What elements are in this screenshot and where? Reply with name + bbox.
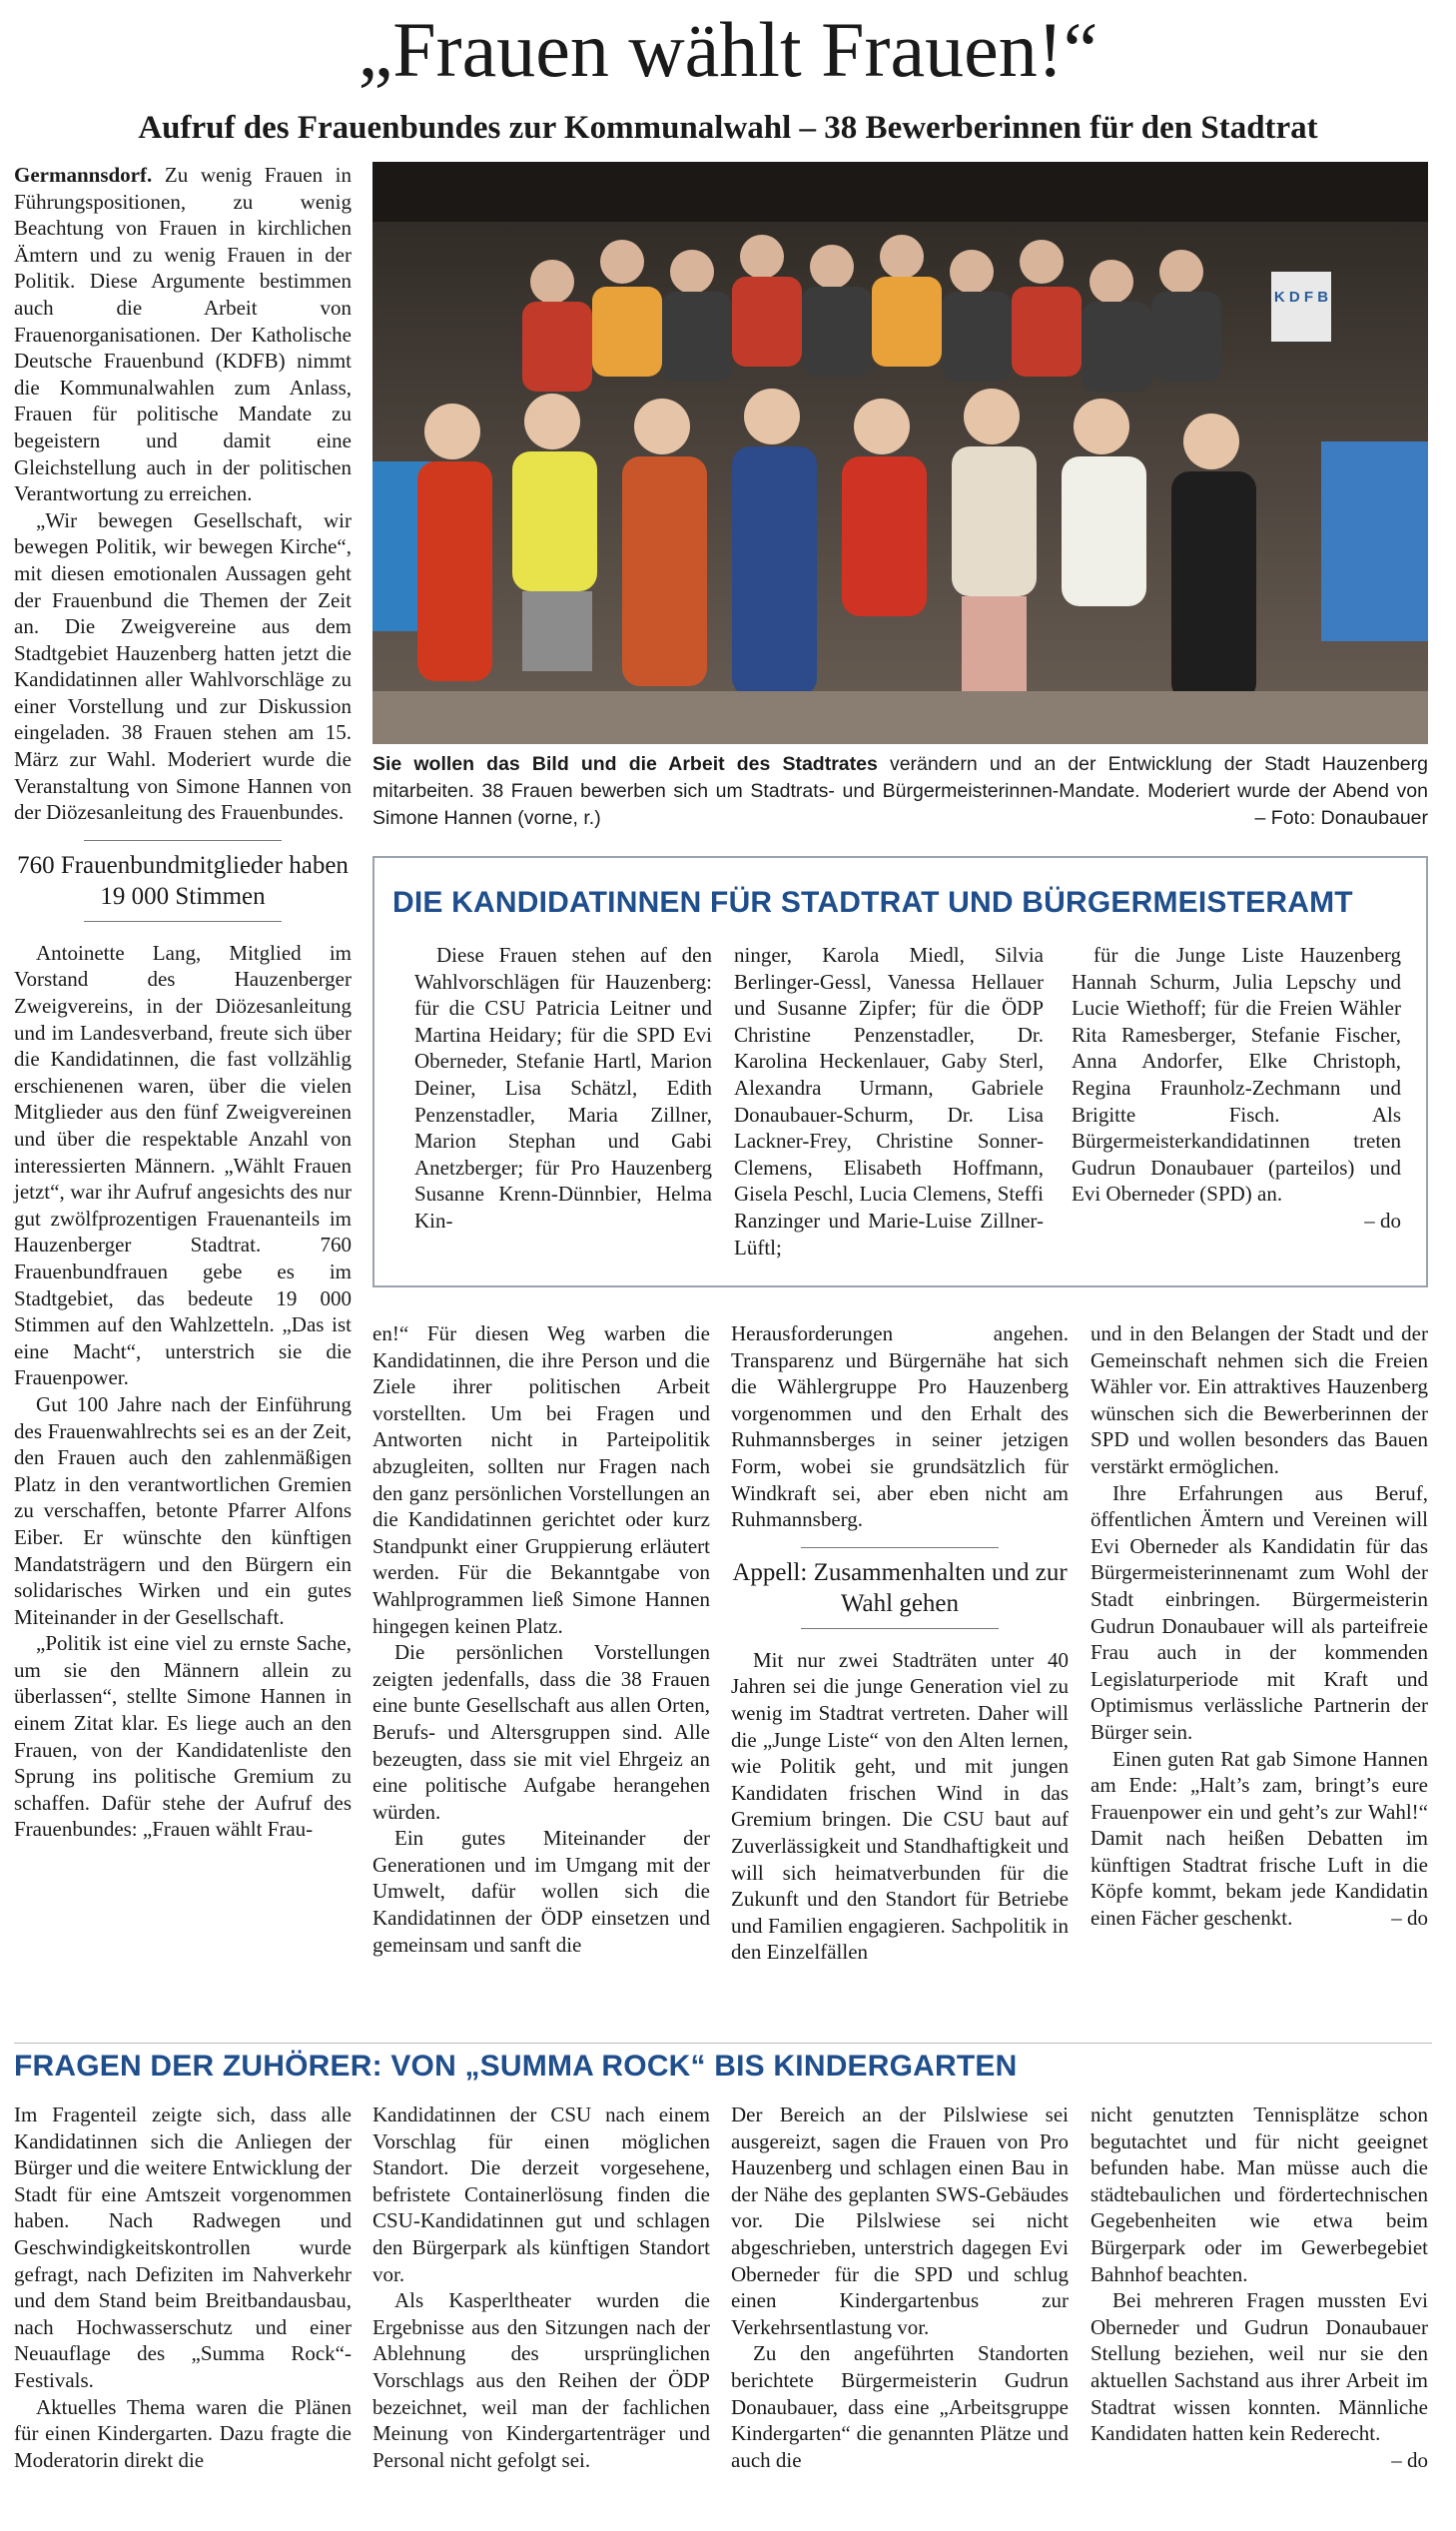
photo-caption [372, 751, 1428, 832]
paragraph: Gut 100 Jahre nach der Einführung des Frauenwahlrechts sei es an der Zeit, den Frauen auch den zahlenmäßigen Platz in den verantwortlichen Gremien zu verschaffen, betonte Pfarrer Alfons Eiber. Er wünschte den künftigen Mandatsträgern und den Bürgern ein solidarisches Wirken und ein gutes Miteinander in der Gesellschaft. [14, 1391, 352, 1629]
photo-credit: – Foto: Donaubauer [1254, 807, 1428, 829]
paragraph: Antoinette Lang, Mitglied im Vorstand des Hauzenberger Zweigvereins, in der Diözesanleitung und im Landesverband, freute sich über die Kandidatinnen, die fast vollzählig erschienenen waren, über die vielen Mitglieder aus den fünf Zweigvereinen und über die respektable Anzahl von interessierten Männern. „Wählt Frauen jetzt“, war ihr Aufruf angesichts des nur gut zwölfprozentigen Frauenanteils im Hauzenberger Stadtrat. 760 Frauenbundfrauen gebe es im Stadtgebiet, das bedeute 19 000 Stimmen auf den Wahlzetteln. „Das ist eine Macht“, unterstrich sie die Frauenpower. [14, 940, 352, 1390]
photo-illustration [372, 162, 1428, 744]
paragraph: „Wir bewegen Gesellschaft, wir bewegen Politik, wir bewegen Kirche“, mit diesen emotionalen Aussagen geht der Frauenbund die Themen der Zeit an. Die Zweigvereine aus dem Stadtgebiet Hauzenberg hatten jetzt die Kandidatinnen aller Wahlvorschläge zu einer Vorstellung und zur Diskussion eingeladen. 38 Frauen stehen am 15. März zur Wahl. Moderiert wurde die Veranstaltung von Simone Hannen von der Diözesanleitung des Frauenbundes. [14, 507, 352, 825]
subheading: Appell: Zusammenhalten und zur Wahl gehen [731, 1547, 1069, 1629]
author-signature: – do [1391, 2447, 1428, 2472]
paragraph: ninger, Karola Miedl, Silvia Berlinger-Gessl, Vanessa Hellauer und Susanne Zipfer; für die ÖDP Christine Penzenstadler, Dr. Karolina Heckenlauer, Gaby Sterl, Alexandra Urmann, Gabriele Donaubauer-Schurm, Dr. Lisa Lackner-Frey, Christine Sonner-Clemens, Elisabeth Hoffmann, Gisela Peschl, Lucia Clemens, Steffi Ranzinger und Marie-Luise Zillner-Lüftl; [734, 943, 1044, 1260]
paragraph [14, 162, 352, 507]
subheading: 760 Frauenbundmitglieder haben 19 000 Stimmen [14, 840, 352, 922]
dateline: Germannsdorf. [14, 163, 153, 187]
paragraph: nicht genutzten Tennisplätze schon begutachtet und für nicht geeignet befunden habe. Man müsse auch die städtebaulichen und fördertechnischen Gegebenheiten wie etwa beim Bürgerpark oder im Gewerbegebiet Bahnhof beachten. [1091, 2103, 1428, 2286]
author-signature: – do [1364, 1208, 1401, 1233]
paragraph: Die persönlichen Vorstellungen zeigten jedenfalls, dass die 38 Frauen eine bunte Gesellschaft aus allen Orten, Berufs- und Altersgruppen sind. Alle bezeugten, dass sie mit viel Ehrgeiz an eine politische Aufgabe herangehen würden. [372, 1640, 710, 1824]
paragraph: Kandidatinnen der CSU nach einem Vorschlag für einen möglichen Standort. Die derzeit vorgesehene, befristete Containerlösung finden die CSU-Kandidatinnen gut und schlagen den Bürgerpark als künftigen Standort vor. [372, 2103, 710, 2286]
paragraph: „Politik ist eine viel zu ernste Sache, um sie den Männern allein zu überlassen“, stellte Simone Hannen in einem Zitat klar. Es liege auch an den Frauen, von der Kandidatenliste den Sprung ins politische Gremium zu schaffen. Dafür stehe der Aufruf des Frauenbundes: „Frauen wählt Frau- [14, 1631, 352, 1842]
section-divider [14, 2043, 1432, 2044]
paragraph: Der Bereich an der Pilslwiese sei ausgereizt, sagen die Frauen von Pro Hauzenberg und schlagen einen Bau in der Nähe des geplanten SWS-Gebäudes vor. Die Pilslwiese sei nicht abgeschrieben, unterstrich dagegen Evi Oberneder für die SPD und schlug einen Kindergartenbus zur Verkehrsentlastung vor. [731, 2103, 1069, 2339]
box-title: DIE KANDIDATINNEN FÜR STADTRAT UND BÜRGERMEISTERAMT [392, 886, 1353, 919]
article-column-4 [1091, 1320, 1428, 1932]
paragraph-text: Einen guten Rat gab Simone Hannen am Ende: „Halt’s zam, bringt’s eure Frauenpower ein und geht’s zur Wahl!“ Damit nach heißen Debatten im künftigen Stadtrat frische Luft in die Köpfe kommt, bekam jede Kandidatin einen Fächer geschenkt. [1091, 1746, 1428, 1931]
caption-text: verändern und an der Entwicklung der Stadt Hauzenberg mitarbeiten. 38 Frauen bewerben sich um Stadtrats- und Bürgermeisterinnen-Mandate. Moderiert wurde der Abend von Simone Hannen (vorne, r.) [372, 753, 1428, 829]
paragraph: Mit nur zwei Stadträten unter 40 Jahren sei die junge Generation viel zu wenig im Stadtrat vertreten. Daher will die „Junge Liste“ von den Alten lernen, wie Politik geht, und mit jungen Kandidaten frischen Wind in das Gremium bringen. Die CSU baut auf Zuverlässigkeit und Standhaftigkeit und will sich heimatverbunden für die Zukunft und den Standort für Betriebe und Familien engagieren. Sachpolitik in den Einzelfällen [731, 1647, 1069, 1965]
group-photo [372, 162, 1428, 744]
section-title: FRAGEN DER ZUHÖRER: VON „SUMMA ROCK“ BIS KINDERGARTEN [14, 2050, 1018, 2083]
paragraph: Diese Frauen stehen auf den Wahlvorschlägen für Hauzenberg: für die CSU Patricia Leitner und Martina Heidary; für die SPD Evi Oberneder, Stefanie Hartl, Marion Deiner, Lisa Schätzl, Edith Penzenstadler, Maria Zillner, Marion Stephan und Gabi Anetzberger; für Pro Hauzenberg Susanne Krenn-Dünnbier, Helma Kin- [414, 943, 712, 1233]
paragraph: Im Fragenteil zeigte sich, dass alle Kandidatinnen sich die Anliegen der Bürger und die weitere Entwicklung der Stadt für eine Amtszeit vorgenommen haben. Nach Radwegen und Geschwindigkeitskontrollen wurde gefragt, nach Defiziten im Nahverkehr und dem Stand beim Breitbandausbau, nach Hochwasserschutz und einer Neuauflage des „Summa Rock“-Festivals. [14, 2103, 352, 2392]
paragraph: Zu den angeführten Standorten berichtete Bürgermeisterin Gudrun Donaubauer, dass eine „Arbeitsgruppe Kindergarten“ die genannten Plätze und auch die [731, 2341, 1069, 2472]
paragraph: für die Junge Liste Hauzenberg Hannah Schurm, Julia Lepschy und Lucie Wiethoff; für die Freien Wähler Rita Ramesberger, Stefanie Fischer, Anna Andorfer, Elke Christoph, Regina Fraunholz-Zechmann und Brigitte Fisch. Als Bürgermeisterkandidatinnen treten Gudrun Donaubauer (parteilos) und Evi Oberneder (SPD) an. [1072, 943, 1401, 1207]
section2-column-4 [1091, 2102, 1428, 2473]
box-column-1 [414, 942, 712, 1235]
paragraph: und in den Belangen der Stadt und der Gemeinschaft nehmen sich die Freien Wähler vor. Ein attraktives Hauzenberg wünschen sich die Bewerberinnen der SPD und wollen besonders das Bauen verstärkt ermöglichen. [1091, 1321, 1428, 1478]
paragraph: Ihre Erfahrungen aus Beruf, öffentlichen Ämtern und Vereinen will Evi Oberneder als Kandidatin für das Bürgermeisterinnenamt zum Wohl der Stadt einbringen. Bürgermeisterin Gudrun Donaubauer will als parteifreie Frau auch in der kommenden Legislaturperiode mit Kraft und Optimismus verlässliche Partnerin der Bürger sein. [1091, 1480, 1428, 1744]
subheadline: Aufruf des Frauenbundes zur Kommunalwahl – 38 Bewerberinnen für den Stadtrat [138, 110, 1318, 146]
paragraph [1091, 2287, 1428, 2472]
paragraph: Aktuelles Thema waren die Plänen für einen Kindergarten. Dazu fragte die Moderatorin direkt die [14, 2394, 352, 2472]
article-column-2 [372, 1320, 710, 1958]
paragraph-text: Zu wenig Frauen in Führungspositionen, zu wenig Beachtung von Frauen in kirchlichen Ämtern und zu wenig Frauen in der Politik. Diese Argumente bestimmen auch die Arbeit von Frauenorganisationen. Der Katholische Deutsche Frauenbund (KDFB) nimmt die Kommunalwahlen zum Anlass, Frauen für politische Mandate zu begeistern und damit eine Gleichstellung auch in der politischen Verantwortung zu erreichen. [14, 163, 353, 506]
box-column-3 [1072, 942, 1401, 1235]
section2-column-3 [731, 2102, 1069, 2473]
article-column-3 [731, 1320, 1069, 1966]
paragraph: Als Kasperltheater wurden die Ergebnisse aus den Sitzungen nach der Ablehnung des ursprünglichen Vorschlags aus den Reihen der ÖDP bezeichnet, weil man der fachlichen Meinung von Kindergartenträger und Personal nicht gefolgt sei. [372, 2288, 710, 2472]
section2-column-2 [372, 2102, 710, 2473]
caption-lead: Sie wollen das Bild und die Arbeit des Stadtrates [372, 753, 878, 775]
paragraph: Herausforderungen angehen. Transparenz und Bürgernähe hat sich die Wählergruppe Pro Hauzenberg vorgenommen und den Erhalt des Ruhmannsberges in seiner jetzigen Form, wobei sie grundsätzlich für Windkraft sei, aber eben nicht am Ruhmannsberg. [731, 1321, 1069, 1532]
candidates-box [372, 856, 1428, 1287]
article-column-1 [14, 162, 352, 1843]
author-signature: – do [1391, 1906, 1428, 1931]
paragraph [1091, 1746, 1428, 1932]
paragraph-text: Bei mehreren Fragen mussten Evi Oberneder und Gudrun Donaubauer Stellung beziehen, weil nur sie den aktuellen Sachstand aus ihrer Arbeit im Stadtrat wissen konnten. Männliche Kandidaten hatten kein Rederecht. [1091, 2288, 1428, 2446]
box-column-2 [734, 942, 1044, 1261]
headline: „Frauen wählt Frauen!“ [358, 6, 1098, 93]
section2-column-1 [14, 2102, 352, 2473]
kdfb-banner: K D F B [1273, 289, 1329, 306]
paragraph: en!“ Für diesen Weg warben die Kandidatinnen, die ihre Person und die Ziele ihrer politischen Arbeit vorstellten. Um bei Fragen und Antworten nicht in Parteipolitik abzugleiten, sollten nur Fragen nach den ganz persönlichen Vorstellungen an die Kandidatinnen gerichtet oder kurz Standpunkt einer Gruppierung erläutert werden. Für die Bekanntgabe von Wahlprogrammen ließ Simone Hannen hingegen keinen Platz. [372, 1321, 710, 1638]
paragraph: Ein gutes Miteinander der Generationen und im Umgang mit der Umwelt, dafür wollen sich die Kandidatinnen der ÖDP einsetzen und gemeinsam und sanft die [372, 1826, 710, 1957]
